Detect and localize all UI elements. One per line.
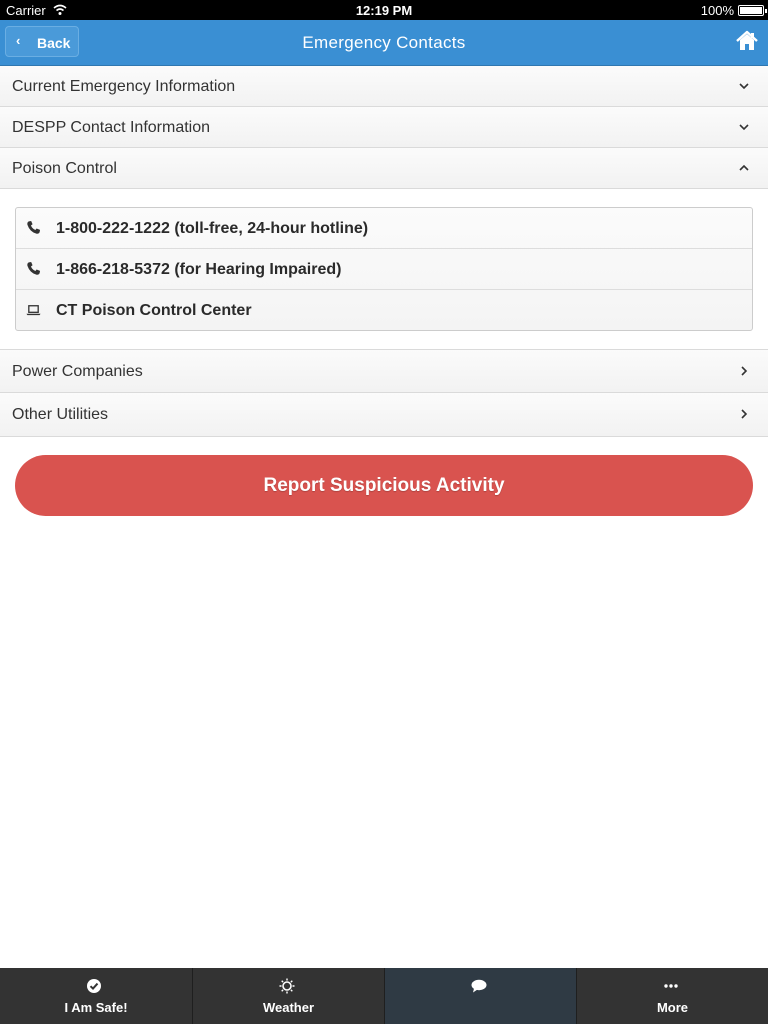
section-despp-contact-information[interactable] [0, 107, 768, 148]
tab-label: Weather [262, 1000, 315, 1015]
laptop-icon [26, 302, 41, 317]
chevron-left-icon: ‹ [16, 33, 21, 48]
status-bar [0, 0, 768, 20]
tab-messages[interactable] [384, 968, 576, 1024]
tab-i-am-safe[interactable] [0, 968, 192, 1024]
section-label: Other Utilities [12, 406, 109, 423]
contact-item-hotline[interactable] [16, 208, 752, 249]
tab-bar [0, 968, 768, 1024]
carrier-label: Carrier [6, 3, 46, 18]
check-circle-icon [86, 978, 102, 994]
tab-label: I Am Safe! [64, 1000, 128, 1015]
contact-item-hearing-impaired[interactable] [16, 249, 752, 290]
contact-text: 1-800-222-1222 (toll-free, 24-hour hotline) [56, 220, 369, 237]
section-poison-control[interactable] [0, 148, 768, 189]
section-label: Current Emergency Information [12, 78, 236, 95]
battery-percent: 100% [700, 3, 734, 18]
clock: 12:19 PM [355, 3, 413, 18]
chevron-right-icon [738, 365, 750, 377]
battery-icon [738, 5, 764, 16]
comment-icon [471, 978, 487, 994]
chevron-down-icon [738, 80, 750, 92]
contact-text: 1-866-218-5372 (for Hearing Impaired) [56, 261, 342, 278]
section-other-utilities[interactable] [0, 393, 768, 437]
section-power-companies[interactable] [0, 350, 768, 393]
chevron-up-icon [738, 162, 750, 174]
contact-text: CT Poison Control Center [56, 302, 252, 319]
page-title: Emergency Contacts [302, 33, 466, 52]
header-bar [0, 20, 768, 66]
section-label: Power Companies [12, 363, 143, 380]
phone-icon [26, 220, 41, 235]
tab-label: More [656, 1000, 689, 1015]
section-current-emergency-information[interactable] [0, 66, 768, 107]
chevron-down-icon [738, 121, 750, 133]
home-icon[interactable] [736, 30, 758, 52]
back-label: Back [37, 35, 71, 51]
sun-icon [279, 978, 295, 994]
phone-icon [26, 261, 41, 276]
chevron-right-icon [738, 408, 750, 420]
contact-item-website[interactable] [16, 290, 752, 331]
more-dots-icon [663, 978, 679, 994]
poison-control-panel [0, 189, 768, 350]
section-label: Poison Control [12, 160, 117, 177]
tab-weather[interactable] [192, 968, 384, 1024]
section-label: DESPP Contact Information [12, 119, 211, 136]
contact-list [15, 207, 753, 331]
tab-more[interactable] [576, 968, 768, 1024]
report-suspicious-activity-button[interactable]: Report Suspicious Activity [15, 455, 753, 516]
